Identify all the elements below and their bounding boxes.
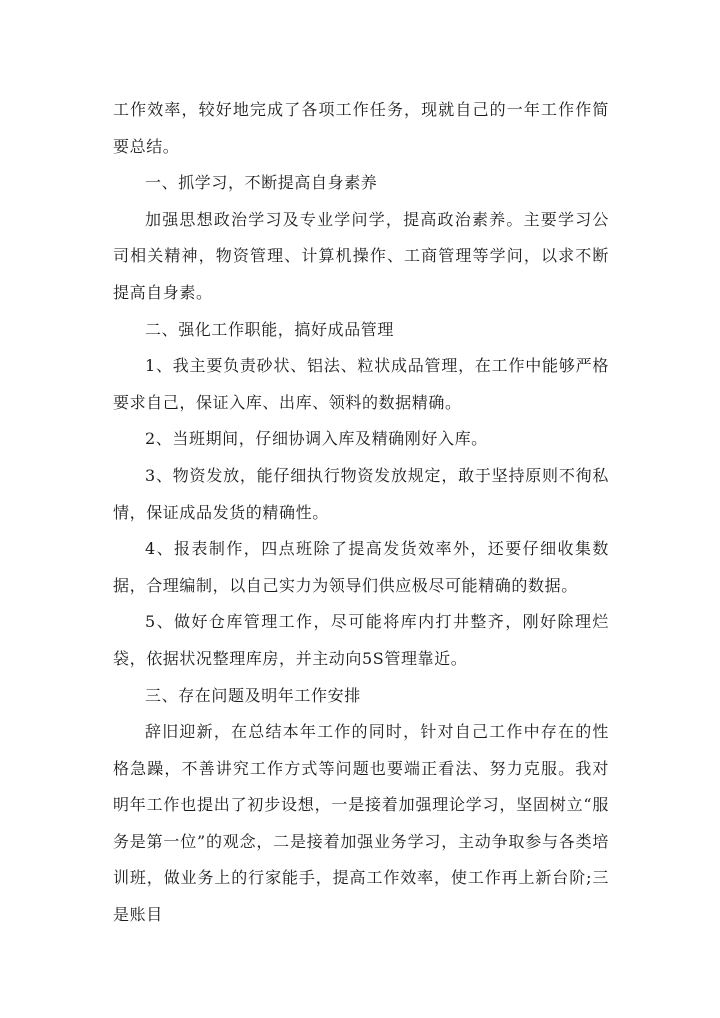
section-heading-2: 二、强化工作职能，搞好成品管理 (145, 319, 395, 339)
section-heading-3: 三、存在问题及明年工作安排 (145, 685, 361, 705)
paragraph-item-5: 5、做好仓库管理工作，尽可能将库内打井整齐，刚好除理烂袋，依据状况整理库房，并主动向5S管理靠近。 (113, 612, 609, 668)
document-body (113, 92, 609, 934)
paragraph-study: 加强思想政治学习及专业学问学，提高政治素养。主要学习公司相关精神，物资管理、计算机操作、工商管理等学问，以求不断提高自身素。 (113, 209, 609, 302)
paragraph-item-3: 3、物资发放，能仔细执行物资发放规定，敢于坚持原则不徇私情，保证成品发货的精确性。 (113, 465, 609, 522)
section-heading-1: 一、抓学习，不断提高自身素养 (145, 173, 378, 193)
paragraph-item-2: 2、当班期间，仔细协调入库及精确刚好入库。 (145, 429, 488, 449)
paragraph-item-4: 4、报表制作，四点班除了提高发货效率外，还要仔细收集数据，合理编制，以自己实力为领导们供应极尽可能精确的数据。 (113, 539, 609, 595)
paragraph-item-1: 1、我主要负责砂状、铝法、粒状成品管理，在工作中能够严格要求自己，保证入库、出库、领料的数据精确。 (113, 356, 609, 412)
paragraph-plan: 辞旧迎新，在总结本年工作的同时，针对自己工作中存在的性格急躁，不善讲究工作方式等问题也要端正看法、努力克服。我对明年工作也提出了初步设想，一是接着加强理论学习，坚固树立“服务是第一位”的观念，二是接着加强业务学习，主动争取参与各类培训班，做业务上的行家能手，提高工作效率，使工作再上新台阶;三是账目 (113, 722, 609, 925)
paragraph-intro-continuation: 工作效率，较好地完成了各项工作任务，现就自己的一年工作作简要总结。 (113, 100, 609, 156)
